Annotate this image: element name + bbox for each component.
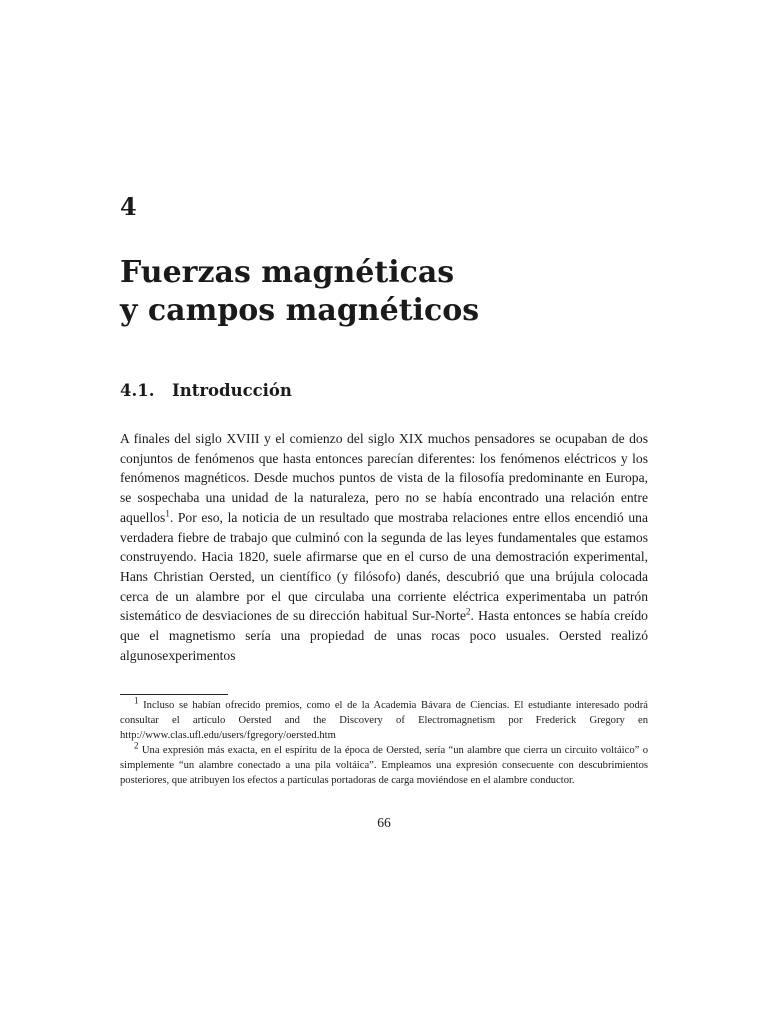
body-paragraph [120,429,648,665]
footnote-text-2: Una expresión más exacta, en el espíritu de la época de Oersted, sería “un alambre que cierra un circuito voltáico” o simplemente “un alambre conectado a una pila voltáica”. Empleamos una expresión consecuente con descubrimientos posteriores, que atribuyen los efectos a partículas portadoras de carga moviéndose en el alambre conductor. [120,745,648,787]
section-heading [120,380,292,402]
body-text-part-3: . Hasta entonces se había creído que el magnetismo sería una propiedad de unas rocas poco usuales. Oersted realizó algunosexperimentos [120,608,648,663]
chapter-title [120,254,680,330]
section-title: Introducción [172,381,292,400]
footnote-ref-2: 2 [466,606,471,617]
footnote-marker-2: 2 [134,740,139,751]
chapter-title-line-2: y campos magnéticos [120,293,480,328]
chapter-number: 4 [120,192,137,221]
footnote-marker-1: 1 [134,695,139,706]
section-number: 4.1. [120,381,155,400]
footnote-1 [120,695,648,743]
body-text-part-2: . Por eso, la noticia de un resultado que mostraba relaciones entre ellos encendió una verdadera fiebre de trabajo que culminó con la segunda de las leyes fundamentales que estamos construyendo. Hacia 1820, suele afirmarse que en el curso de una demostración experimental, Hans Christian Oersted, un científico (y filósofo) danés, descubrió que una brújula colocada cerca de un alambre por el que circulaba una corriente eléctrica experimentaba un patrón sistemático de desviaciones de su dirección habitual Sur-Norte [120,509,648,624]
body-text-part-1: A finales del siglo XVIII y el comienzo del siglo XIX muchos pensadores se ocupaban de dos conjuntos de fenómenos que hasta entonces parecían diferentes: los fenómenos eléctricos y los fenómenos magnéticos. Desde muchos puntos de vista de la filosofía predominante en Europa, se sospechaba una unidad de la naturaleza, pero no se había encontrado una relación entre aquellos [120,431,648,525]
footnote-2 [120,740,648,788]
footnote-text-1: Incluso se habían ofrecido premios, como el de la Academia Bávara de Ciencias. El estudiante interesado podrá consultar el artículo Oersted and the Discovery of Electromagnetism por Frederick Gregory en http://www.clas.ufl.edu/users/fgregory/oersted.htm [120,700,648,742]
footnotes [120,695,648,789]
page-number: 66 [377,815,391,830]
footnote-ref-1: 1 [165,508,170,519]
chapter-title-line-1: Fuerzas magnéticas [120,255,455,290]
